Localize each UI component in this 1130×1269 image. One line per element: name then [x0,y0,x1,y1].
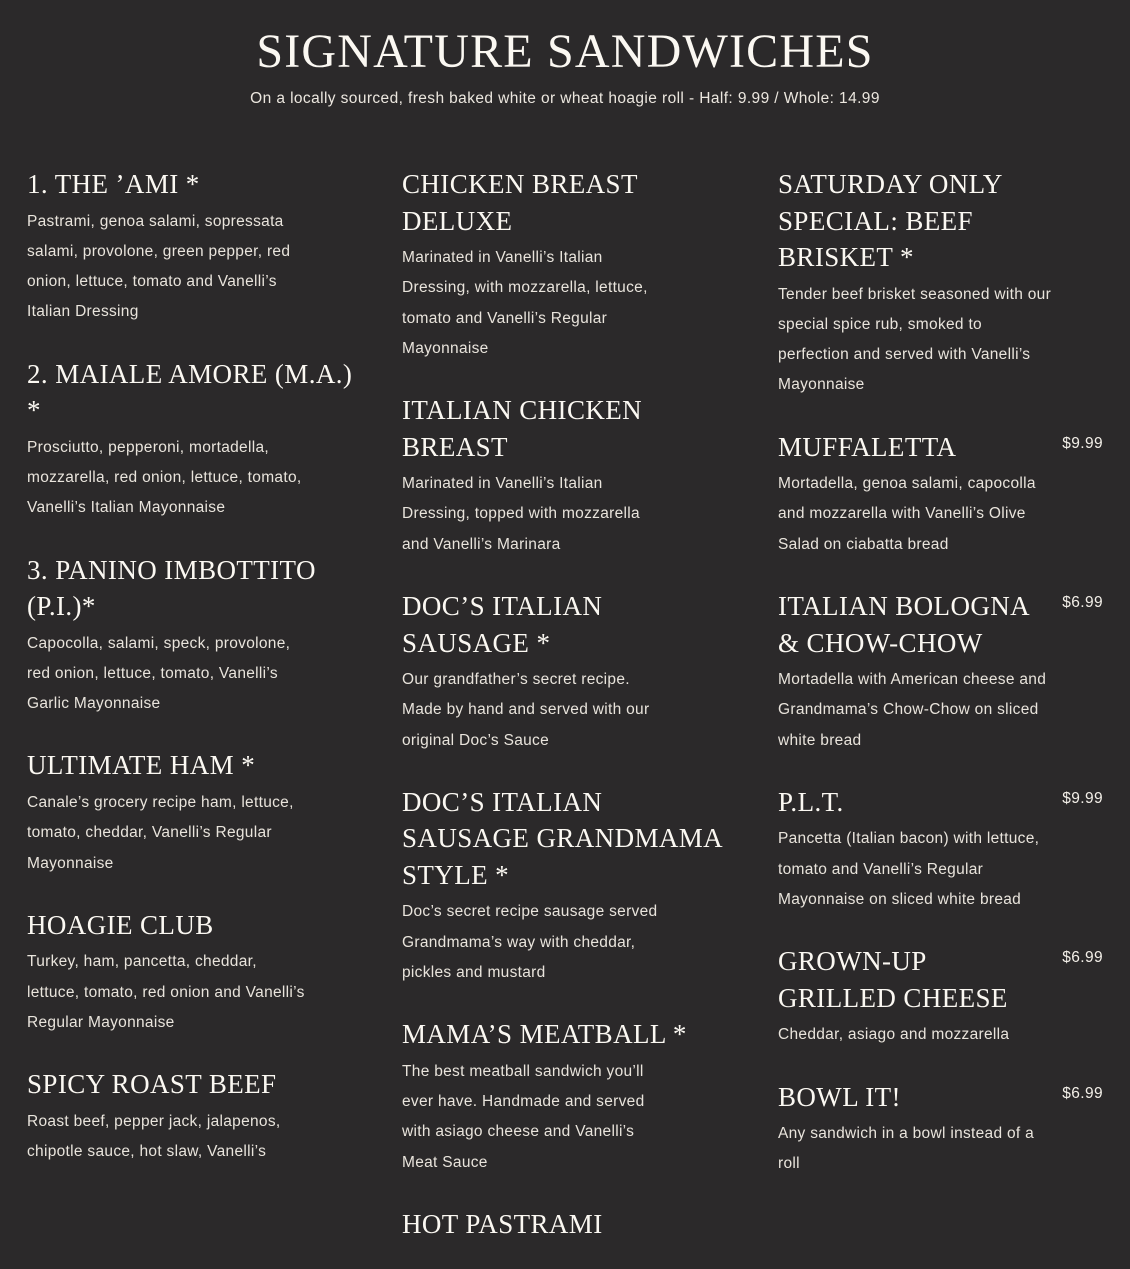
menu-item-name: 2. MAIALE AMORE (M.A.) * [27,358,353,426]
menu-item-description: Roast beef, pepper jack, jalapenos, chipotle sauce, hot slaw, Vanelli’s [27,1112,281,1161]
menu-item [402,1014,732,1178]
menu-item [402,390,732,560]
menu-item-description: Marinated in Vanelli’s Italian Dressing, with mozzarella, lettuce, tomato and Vanelli’s Regular Mayonnaise [402,249,648,357]
menu-item [778,941,1103,1050]
menu-item-description: Doc’s secret recipe sausage served Grandmama’s way with cheddar, pickles and mustard [402,903,658,982]
menu-item-name: DOC’S ITALIAN SAUSAGE GRANDMAMA STYLE * [402,786,722,890]
menu-item-description: Marinated in Vanelli’s Italian Dressing, topped with mozzarella and Vanelli’s Marinara [402,475,640,553]
menu-item-name: ITALIAN BOLOGNA & CHOW-CHOW [778,591,1029,658]
menu-item-description: Any sandwich in a bowl instead of a roll [778,1125,1035,1173]
menu-item-description: Canale’s grocery recipe ham, lettuce, tomato, cheddar, Vanelli’s Regular Mayonnaise [27,793,294,872]
menu-item-name: ITALIAN CHICKEN BREAST [402,395,643,462]
menu-item [778,1077,1103,1180]
menu-item-description: Tender beef brisket seasoned with our special spice rub, smoked to perfection and served with Vanelli’s Mayonnaise [778,285,1052,394]
menu-item [27,745,357,878]
menu-item-description: Pancetta (Italian bacon) with lettuce, tomato and Vanelli’s Regular Mayonnaise on sliced white bread [778,830,1040,909]
page-subtitle: On a locally sourced, fresh baked white or wheat hoagie roll - Half: 9.99 / Whole: 14.99 [250,90,880,107]
menu-item-name: DOC’S ITALIAN SAUSAGE * [402,591,603,658]
menu-item [27,550,357,720]
menu-item [402,782,732,988]
menu-item [778,782,1103,915]
menu-item-name: SATURDAY ONLY SPECIAL: BEEF BRISKET * [778,169,1002,272]
menu-item-name: CHICKEN BREAST DELUXE [402,169,638,236]
menu-item [778,427,1103,560]
menu-item-description: Pastrami, genoa salami, sopressata salami, provolone, green pepper, red onion, lettuce, tomato and Vanelli’s Italian Dressing [27,212,291,321]
menu-item-price: $6.99 [1062,594,1103,612]
menu-item [27,354,357,524]
menu-item-name: GROWN-UP GRILLED CHEESE [778,946,1008,1013]
menu-item [402,1204,732,1243]
menu-item-description: Mortadella with American cheese and Grandmama’s Chow-Chow on sliced white bread [778,671,1047,749]
menu-item-name: BOWL IT! [778,1081,901,1112]
menu-item [402,586,732,756]
menu-item [27,1064,357,1167]
menu-item-name: ULTIMATE HAM * [27,750,256,781]
menu-item [402,164,732,364]
menu-item-description: Prosciutto, pepperoni, mortadella, mozzarella, red onion, lettuce, tomato, Vanelli’s Italian Mayonnaise [27,438,302,517]
page-title: SIGNATURE SANDWICHES [256,25,874,78]
menu-item-description: Mortadella, genoa salami, capocolla and mozzarella with Vanelli’s Olive Salad on ciabatta bread [778,475,1036,553]
menu-item-name: HOT PASTRAMI [402,1209,603,1240]
menu-item [778,164,1103,401]
menu-item-price: $6.99 [1062,1084,1103,1102]
menu-item-name: MUFFALETTA [778,431,957,462]
menu-item-name: 3. PANINO IMBOTTITO (P.I.)* [27,554,316,622]
menu-item-name: P.L.T. [778,786,844,817]
menu-item [27,905,357,1038]
menu-item-name: MAMA’S MEATBALL * [402,1019,687,1050]
menu-item-description: The best meatball sandwich you’ll ever have. Handmade and served with asiago cheese and Vanelli’s Meat Sauce [402,1062,645,1171]
menu-item-price: $6.99 [1062,949,1103,967]
menu-item-description: Our grandfather’s secret recipe. Made by hand and served with our original Doc’s Sauce [402,671,650,749]
menu-item-name: 1. THE ’AMI * [27,169,200,199]
menu-item-description: Cheddar, asiago and mozzarella [778,1026,1010,1044]
menu-item-price: $9.99 [1062,434,1103,452]
menu-item-price: $9.99 [1062,789,1103,807]
menu-item-name: SPICY ROAST BEEF [27,1069,277,1100]
menu-item [778,586,1103,756]
menu-column-3 [778,164,1103,1206]
menu-item-description: Capocolla, salami, speck, provolone, red onion, lettuce, tomato, Vanelli’s Garlic Mayonnaise [27,634,291,713]
menu-column-1 [27,164,357,1193]
menu-column-2 [402,164,732,1269]
menu-item-description: Turkey, ham, pancetta, cheddar, lettuce, tomato, red onion and Vanelli’s Regular Mayonnaise [27,953,305,1031]
menu-item-name: HOAGIE CLUB [27,909,214,940]
menu-item [27,164,357,328]
